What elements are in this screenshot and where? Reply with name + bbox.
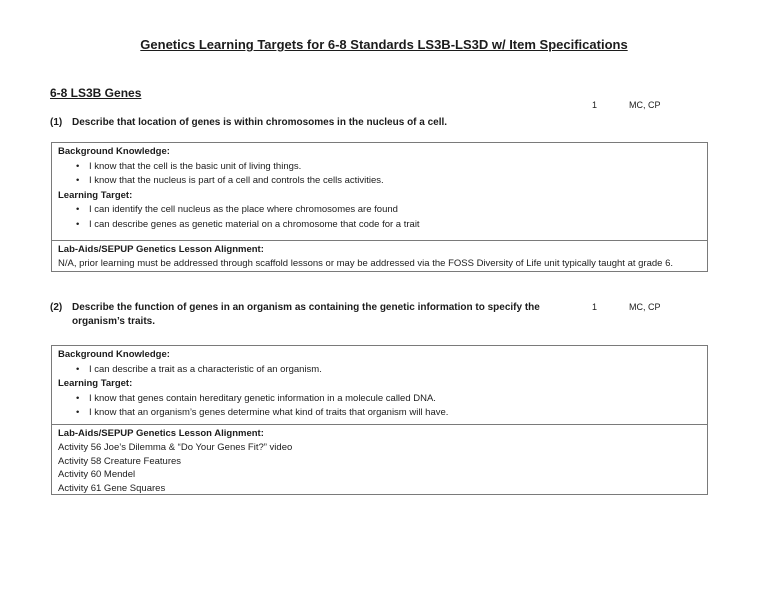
list-item: • I can identify the cell nucleus as the place where chromosomes are found bbox=[58, 203, 701, 218]
item-2-knowledge-cell bbox=[52, 346, 707, 424]
item-2-points: 1 bbox=[592, 302, 598, 312]
item-2-alignment-cell bbox=[52, 424, 707, 494]
learning-target-label: Learning Target: bbox=[58, 378, 133, 390]
item-2-meta bbox=[592, 302, 661, 313]
item-2-text: Describe the function of genes in an organism as containing the genetic information to specify the organism’s traits. bbox=[72, 302, 540, 327]
list-item: • I know that genes contain hereditary genetic information in a molecule called DNA. bbox=[58, 392, 701, 407]
item-1-alignment-cell bbox=[52, 240, 707, 271]
item-2-spec-table bbox=[51, 345, 708, 495]
item-2-statement bbox=[50, 301, 590, 329]
item-1-text: Describe that location of genes is within chromosomes in the nucleus of a cell. bbox=[72, 117, 448, 128]
list-item: • I know that the nucleus is part of a cell and controls the cells activities. bbox=[58, 174, 701, 189]
item-1-number: (1) bbox=[50, 117, 63, 128]
alignment-line: Activity 61 Gene Squares bbox=[58, 483, 166, 494]
item-2-background-knowledge-list bbox=[58, 363, 701, 378]
background-knowledge-label: Background Knowledge: bbox=[58, 349, 170, 360]
item-1-background-knowledge-list bbox=[58, 160, 701, 189]
alignment-line: Activity 56 Joe’s Dilemma & “Do Your Genes Fit?” video bbox=[58, 441, 293, 453]
learning-target-label: Learning Target: bbox=[58, 189, 133, 201]
alignment-line: Activity 58 Creature Features bbox=[58, 455, 182, 467]
item-1-spec-table bbox=[51, 142, 708, 272]
alignment-line: Activity 60 Mendel bbox=[58, 469, 136, 481]
item-1-points: 1 bbox=[592, 100, 598, 110]
section-heading: 6-8 LS3B Genes bbox=[50, 86, 142, 100]
item-1-knowledge-cell bbox=[52, 143, 707, 240]
list-item: • I know that the cell is the basic unit of living things. bbox=[58, 160, 701, 175]
background-knowledge-label: Background Knowledge: bbox=[58, 146, 170, 157]
list-item: • I know that an organism’s genes determine what kind of traits that organism will have. bbox=[58, 406, 701, 421]
alignment-label: Lab-Aids/SEPUP Genetics Lesson Alignment: bbox=[58, 428, 264, 439]
alignment-label: Lab-Aids/SEPUP Genetics Lesson Alignment: bbox=[58, 244, 264, 255]
item-1-statement bbox=[50, 116, 447, 130]
list-item: • I can describe a trait as a characteristic of an organism. bbox=[58, 363, 701, 378]
item-1-learning-target-list bbox=[58, 203, 701, 232]
item-2-types: MC, CP bbox=[629, 302, 661, 312]
list-item: • I can describe genes as genetic material on a chromosome that code for a trait bbox=[58, 218, 701, 233]
item-1-types: MC, CP bbox=[629, 100, 661, 110]
item-2-number: (2) bbox=[50, 302, 63, 313]
item-2-learning-target-list bbox=[58, 392, 701, 421]
document-title: Genetics Learning Targets for 6-8 Standards LS3B-LS3D w/ Item Specifications bbox=[140, 37, 628, 52]
alignment-line: N/A, prior learning must be addressed through scaffold lessons or may be addressed via the FOSS Diversity of Life unit typically taught at grade 6. bbox=[58, 257, 674, 269]
item-1-meta bbox=[592, 100, 661, 111]
